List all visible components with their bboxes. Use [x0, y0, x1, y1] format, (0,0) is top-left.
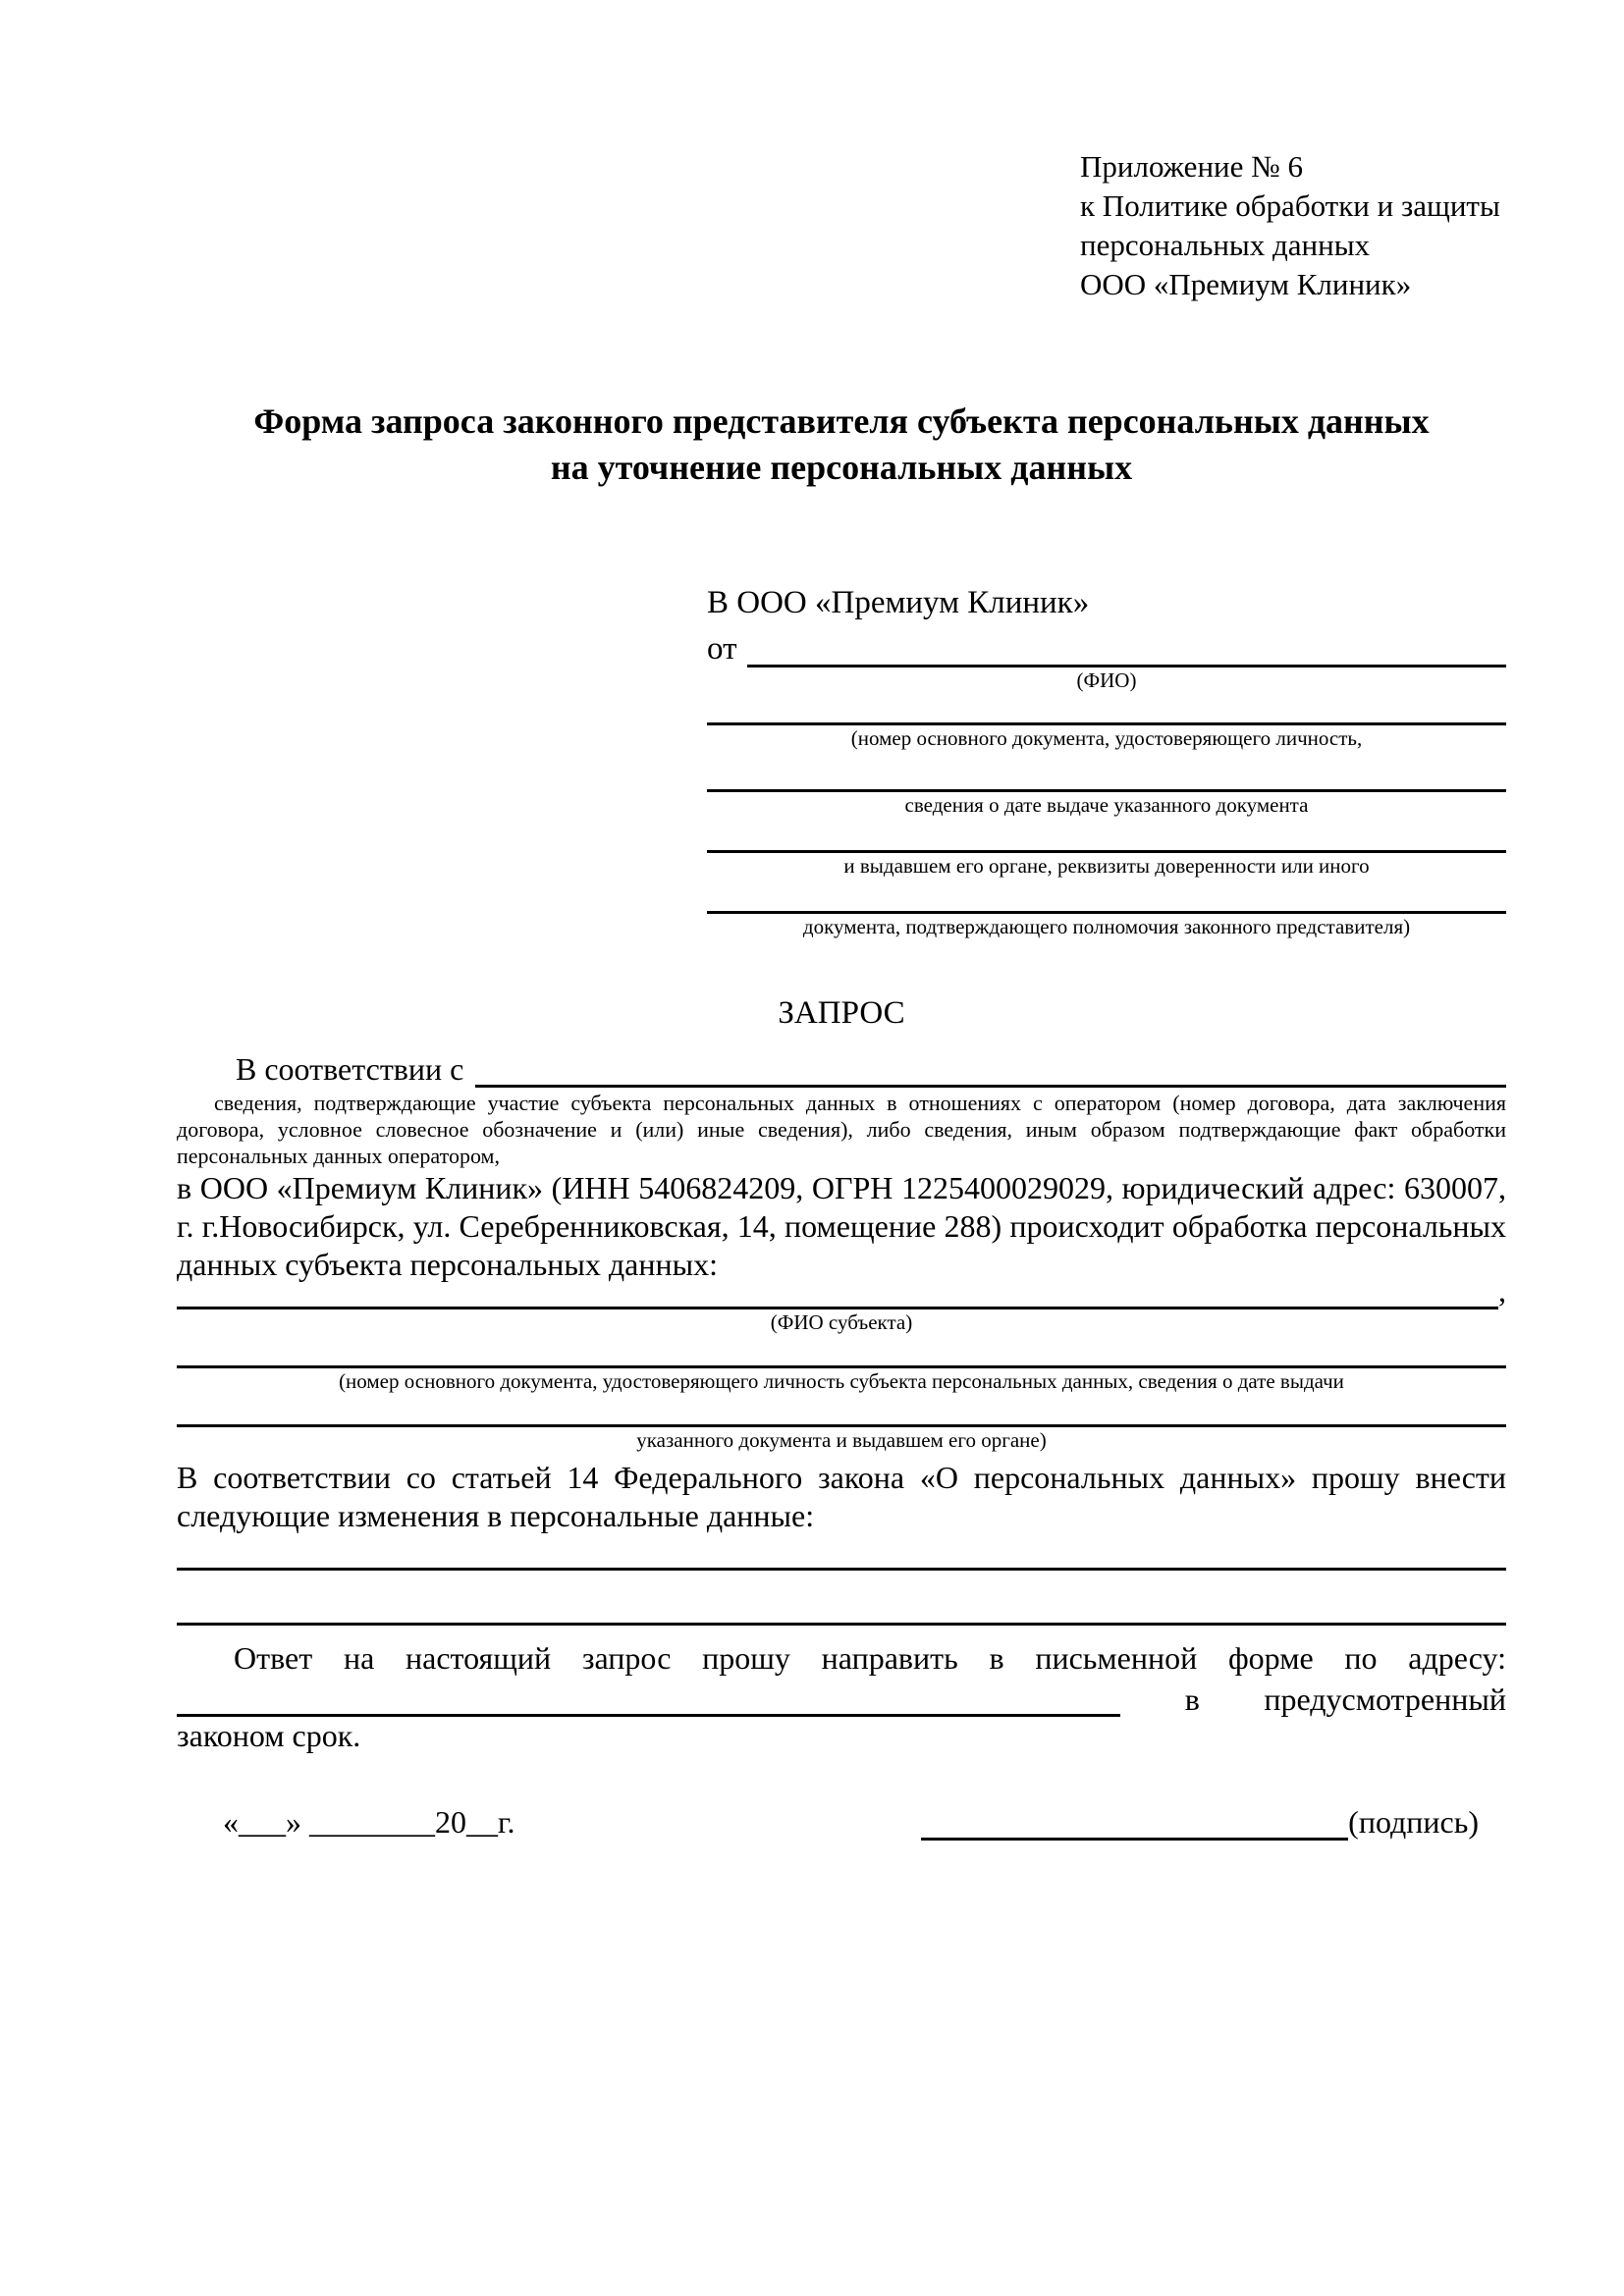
appendix-line-1: Приложение № 6 — [1080, 149, 1303, 184]
subject-authority-caption: указанного документа и выдавшем его органе) — [636, 1428, 1047, 1452]
request-heading: ЗАПРОС — [778, 995, 905, 1031]
changes-blank-line-2 — [177, 1571, 1506, 1626]
document-content — [177, 147, 1506, 1841]
document-title-line-1: Форма запроса законного представителя субъекта персональных данных — [253, 401, 1430, 441]
changes-blank-line-1 — [177, 1535, 1506, 1571]
power-of-attorney-caption: документа, подтверждающего полномочия законного представителя) — [802, 915, 1411, 938]
appendix-note — [1080, 147, 1506, 304]
blank-line-power-of-attorney — [707, 879, 1506, 914]
response-address-blank-line — [177, 1678, 1120, 1717]
issuing-authority-caption: и выдавшем его органе, реквизиты доверенности или иного — [843, 854, 1370, 878]
response-request-line: Ответ на настоящий запрос прошу направить в письменной форме по адресу: — [234, 1640, 1506, 1676]
operator-paragraph: в ООО «Премиум Клиник» (ИНН 5406824209, ОГРН 1225400029029, юридический адрес: 630007, г. г.Новосибирск, ул. Серебренниковская, 14, помещение 288) происходит обработка персональных данных субъекта персональных данных: — [177, 1170, 1506, 1282]
signature-blank-line — [921, 1805, 1348, 1841]
date-line: «___» ________20__г. — [223, 1804, 515, 1840]
trailing-comma: , — [1498, 1273, 1506, 1308]
accordance-label: В соответствии с — [236, 1051, 464, 1087]
appendix-line-3: персональных данных — [1080, 228, 1371, 262]
appendix-line-2: к Политике обработки и защиты — [1080, 188, 1500, 223]
blank-line-issuing-authority — [707, 818, 1506, 853]
article-14-paragraph: В соответствии со статьей 14 Федерального закона «О персональных данных» прошу внести следующие изменения в персональные данные: — [177, 1460, 1506, 1533]
subject-document-blank-line — [177, 1335, 1506, 1368]
accordance-blank-line — [475, 1085, 1506, 1088]
appendix-line-4: ООО «Премиум Клиник» — [1080, 267, 1412, 301]
subject-fio-caption: (ФИО субъекта) — [770, 1310, 913, 1334]
signature-group — [921, 1804, 1479, 1841]
response-address-row — [177, 1678, 1506, 1717]
response-tail: законом срок. — [177, 1718, 361, 1753]
blank-line-document-number — [707, 693, 1506, 725]
blank-line-issue-date — [707, 751, 1506, 792]
from-row — [707, 622, 1506, 667]
issue-date-caption: сведения о дате выдаче указанного документа — [904, 793, 1309, 817]
footer-row — [177, 1804, 1506, 1841]
subject-authority-blank-line — [177, 1394, 1506, 1427]
fio-caption: (ФИО) — [1076, 668, 1137, 692]
addressee-organization: В ООО «Премиум Клиник» — [707, 585, 1090, 620]
accordance-row — [177, 1046, 1506, 1088]
signature-caption: (подпись) — [1348, 1804, 1479, 1840]
document-number-caption: (номер основного документа, удостоверяющего личность, — [850, 726, 1363, 750]
subject-fio-row — [177, 1273, 1506, 1309]
subject-document-caption: (номер основного документа, удостоверяющего личность субъекта персональных данных, сведения о дате выдачи — [339, 1369, 1344, 1393]
document-title — [177, 399, 1506, 491]
response-word-predusmotrenny: предусмотренный — [1264, 1682, 1506, 1717]
accordance-fineprint: сведения, подтверждающие участие субъекта персональных данных в отношениях с оператором (номер договора, дата заключения договора, условное словесное обозначение и (или) иные сведения), либо сведения, иным образом подтверждающие факт обработки персональных данных оператором, — [177, 1091, 1506, 1168]
response-word-v: в — [1184, 1682, 1200, 1717]
document-title-line-2: на уточнение персональных данных — [550, 448, 1133, 487]
addressee-block — [707, 583, 1506, 939]
from-label: от — [707, 631, 737, 667]
